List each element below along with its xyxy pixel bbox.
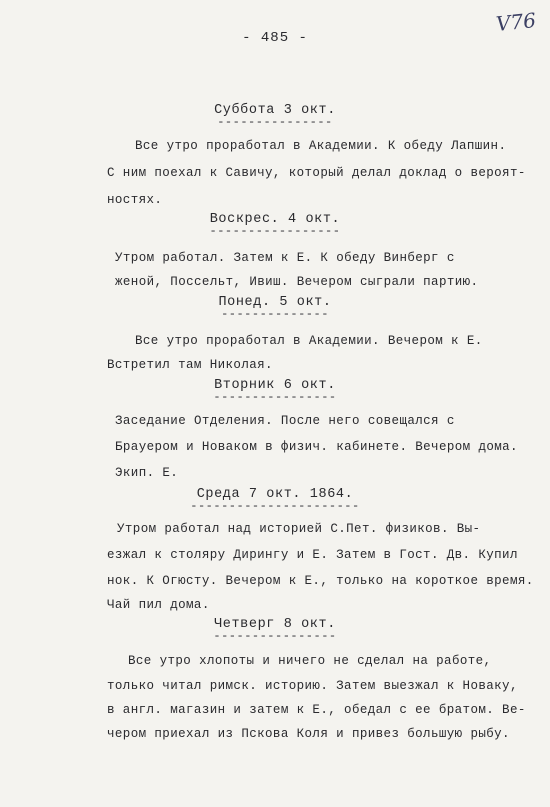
heading-underline: ----------------- — [209, 224, 341, 238]
entry-line: Чай пил дома. — [107, 598, 210, 612]
heading-underline: ---------------- — [213, 390, 337, 404]
entry-line: чером приехал из Пскова Коля и привез большую рыбу. — [107, 727, 510, 741]
entry-line: Утром работал. Затем к Е. К обеду Винберг с — [115, 251, 455, 265]
entry-line: Заседание Отделения. После него совещался с — [115, 414, 455, 428]
entry-date-heading: Воскрес. 4 окт. — [209, 212, 341, 227]
heading-underline: ---------------- — [213, 629, 337, 643]
heading-underline: --------------- — [217, 115, 333, 129]
diary-entry-heading-block — [0, 103, 550, 129]
entry-line: езжал к столяру Дирингу и Е. Затем в Гост. Дв. Купил — [107, 548, 518, 562]
diary-entry-heading-block — [0, 378, 550, 404]
diary-entry-heading-block — [0, 617, 550, 643]
entry-line: Все утро проработал в Академии. Вечером к Е. — [135, 334, 483, 348]
entry-date-heading: Понед. 5 окт. — [218, 295, 332, 310]
heading-underline: -------------- — [221, 307, 329, 321]
page-number: - 485 - — [242, 30, 308, 46]
entry-line: только читал римск. историю. Затем выезжал к Новаку, — [107, 679, 518, 693]
entry-line: Все утро хлопоты и ничего не сделал на работе, — [128, 654, 492, 668]
diary-entry-heading-block — [0, 212, 550, 238]
entry-date-heading: Среда 7 окт. 1864. — [196, 487, 354, 502]
entry-line: Экип. Е. — [115, 466, 179, 480]
entry-line: женой, Поссельт, Ивиш. Вечером сыграли партию. — [115, 275, 479, 289]
entry-line: С ним поехал к Савичу, который делал доклад о вероят- — [107, 166, 526, 180]
archive-number-handwritten: V76 — [494, 7, 538, 37]
entry-date-heading: Четверг 8 окт. — [214, 617, 336, 632]
heading-underline: ---------------------- — [190, 499, 360, 513]
diary-entry-heading-block — [0, 487, 550, 513]
entry-line: в англ. магазин и затем к Е., обедал с ее братом. Ве- — [107, 703, 526, 717]
entry-date-heading: Суббота 3 окт. — [214, 103, 336, 118]
entry-line: ностях. — [107, 193, 163, 207]
entry-line: Утром работал над историей С.Пет. физиков. Вы- — [117, 522, 481, 536]
diary-entry-heading-block — [0, 295, 550, 321]
entry-line: Все утро проработал в Академии. К обеду Лапшин. — [135, 139, 507, 153]
entry-date-heading: Вторник 6 окт. — [214, 378, 336, 393]
entry-line: нок. К Огюсту. Вечером к Е., только на короткое время. — [107, 574, 534, 588]
entry-line: Встретил там Николая. — [107, 358, 273, 372]
entry-line: Брауером и Новаком в физич. кабинете. Вечером дома. — [115, 440, 518, 454]
